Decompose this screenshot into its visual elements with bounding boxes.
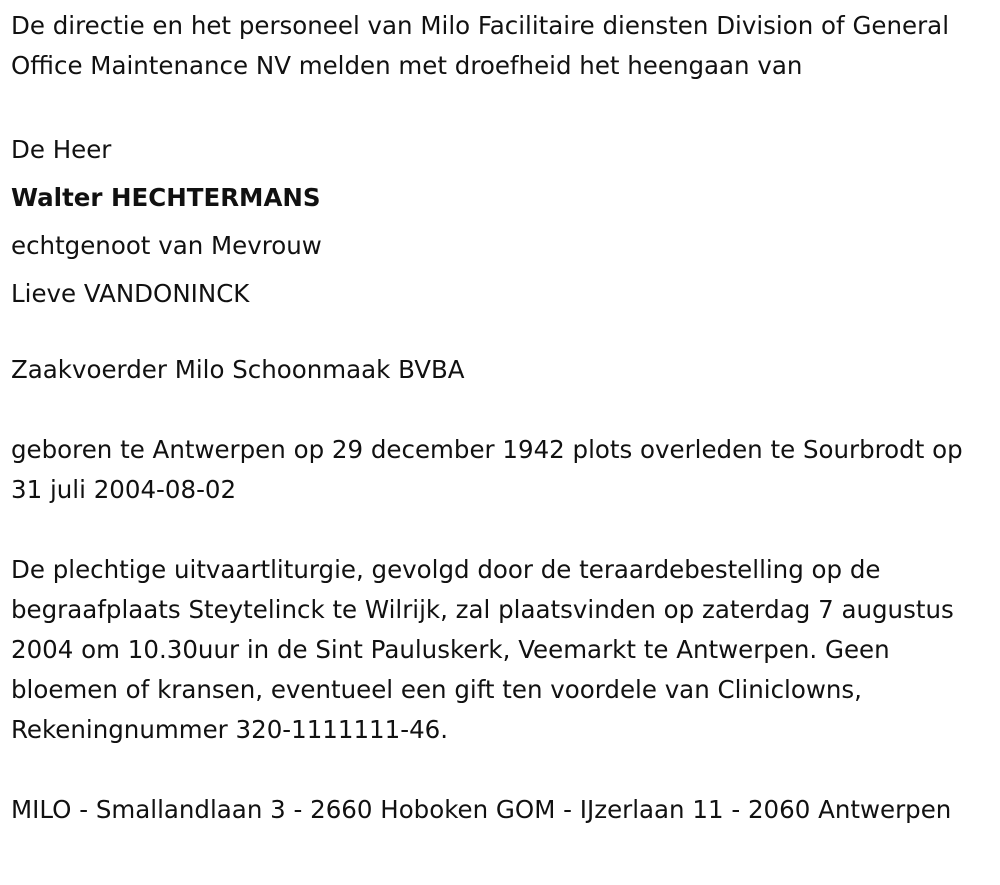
spacer — [11, 318, 991, 350]
spacer — [11, 750, 991, 790]
death-notice — [11, 6, 991, 830]
spouse-name: Lieve VANDONINCK — [11, 279, 250, 308]
birth-death-text: geboren te Antwerpen op 29 december 1942 plots overleden te Sourbrodt op 31 juli 2004-08-02 — [11, 435, 963, 504]
intro-text: De directie en het personeel van Milo Facilitaire diensten Division of General Office Maintenance NV melden met droefheid het heengaan van — [11, 11, 949, 80]
spacer — [11, 390, 991, 430]
spacer — [11, 86, 991, 126]
function-text: Zaakvoerder Milo Schoonmaak BVBA — [11, 355, 465, 384]
spacer — [11, 510, 991, 550]
ceremony-text: De plechtige uitvaartliturgie, gevolgd door de teraardebestelling op de begraafplaats Steytelinck te Wilrijk, zal plaatsvinden op zaterdag 7 augustus 2004 om 10.30uur in de Sint Pauluskerk, Veemarkt te Antwerpen. Geen bloemen of kransen, eventueel een gift ten voordele van Cliniclowns, Rekeningnummer 320-1111111-46. — [11, 555, 954, 744]
relation-text: echtgenoot van Mevrouw — [11, 231, 322, 260]
address-text: MILO - Smallandlaan 3 - 2660 Hoboken GOM - IJzerlaan 11 - 2060 Antwerpen — [11, 795, 952, 824]
salutation: De Heer — [11, 135, 112, 164]
deceased-name: Walter HECHTERMANS — [11, 183, 321, 212]
